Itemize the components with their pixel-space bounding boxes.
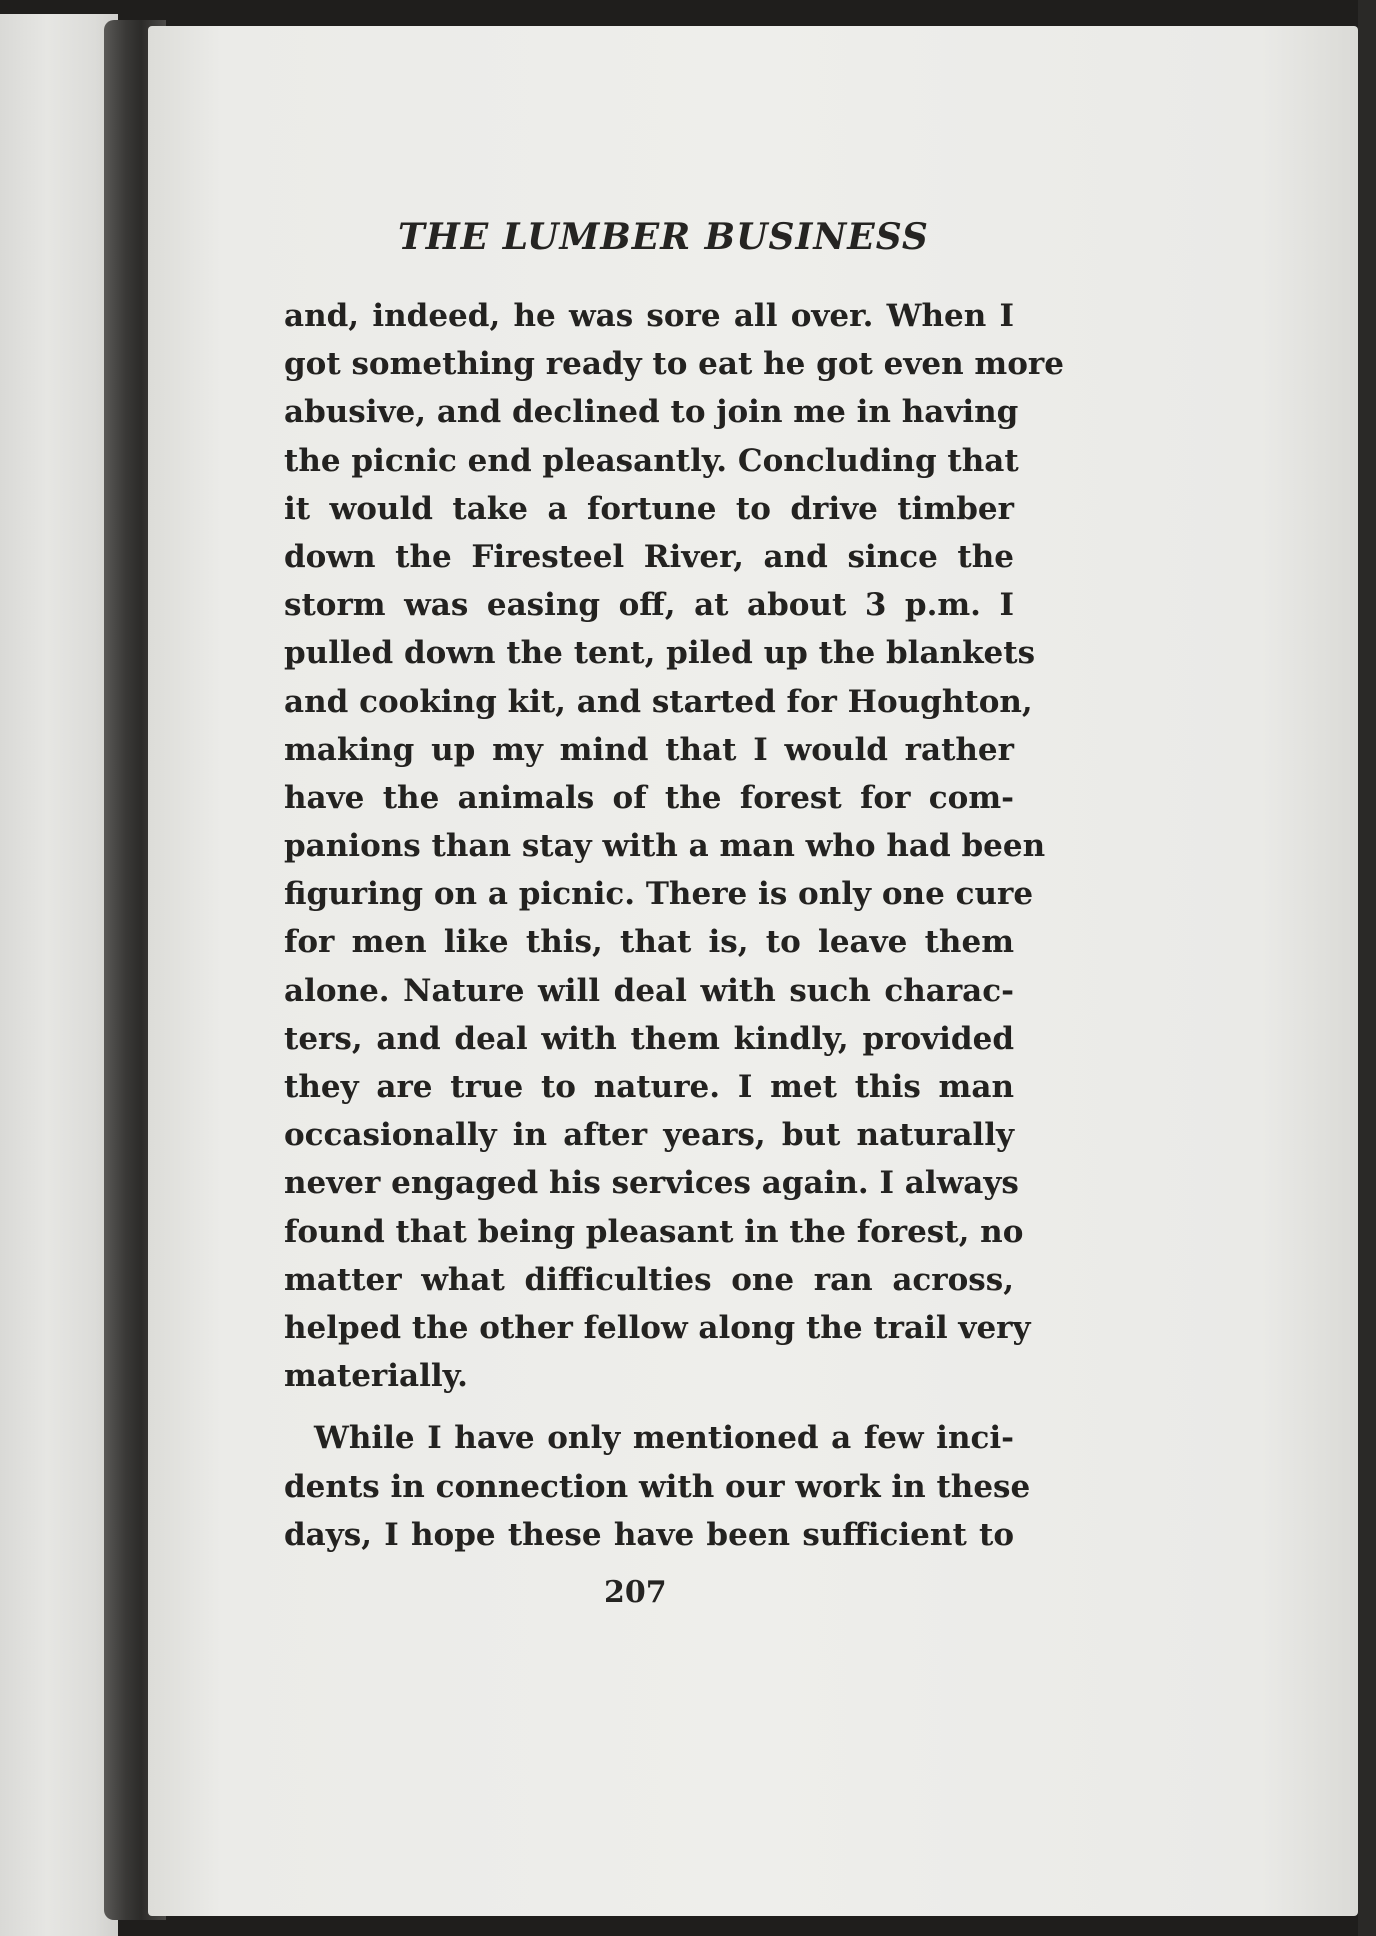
paragraph-2 bbox=[284, 1414, 1031, 1559]
text-line: panions than stay with a man who had been bbox=[284, 828, 1046, 865]
text-line: never engaged his services again. I always bbox=[284, 1165, 1019, 1202]
left-page-edge bbox=[0, 14, 118, 1936]
running-head: THE LUMBER BUSINESS bbox=[398, 216, 929, 258]
right-scan-border bbox=[1358, 0, 1376, 1936]
text-line: matter what difficulties one ran across, bbox=[284, 1261, 1014, 1298]
text-line: materially. bbox=[284, 1358, 468, 1395]
text-line: have the animals of the forest for com- bbox=[284, 779, 1014, 816]
text-line: alone. Nature will deal with such charac- bbox=[284, 972, 1014, 1009]
text-line: days, I hope these have been sufficient to bbox=[284, 1516, 1014, 1553]
body-text bbox=[284, 292, 1064, 1559]
text-line: helped the other fellow along the trail very bbox=[284, 1309, 1031, 1346]
text-line: and cooking kit, and started for Houghton, bbox=[284, 683, 1033, 720]
page-number: 207 bbox=[604, 1575, 667, 1610]
text-line: they are true to nature. I met this man bbox=[284, 1069, 1014, 1105]
text-line: figuring on a picnic. There is only one cure bbox=[284, 876, 1034, 913]
text-line: storm was easing off, at about 3 p.m. I bbox=[284, 587, 1014, 624]
text-line: pulled down the tent, piled up the blankets bbox=[284, 635, 1036, 672]
text-line: and, indeed, he was sore all over. When I bbox=[284, 298, 1014, 334]
text-line: got something ready to eat he got even more bbox=[284, 346, 1064, 383]
text-line: down the Firesteel River, and since the bbox=[284, 538, 1014, 575]
text-line: it would take a fortune to drive timber bbox=[284, 490, 1014, 527]
text-line: the picnic end pleasantly. Concluding that bbox=[284, 442, 1019, 479]
text-line: making up my mind that I would rather bbox=[284, 731, 1014, 768]
text-line: dents in connection with our work in these bbox=[284, 1468, 1031, 1505]
text-line: found that being pleasant in the forest, no bbox=[284, 1213, 1024, 1250]
paragraph-gap bbox=[284, 1400, 1014, 1414]
text-line: for men like this, that is, to leave them bbox=[284, 924, 1014, 961]
text-line: While I have only mentioned a few inci- bbox=[314, 1420, 1014, 1457]
paragraph-1 bbox=[284, 292, 1064, 1400]
text-line: occasionally in after years, but naturally bbox=[284, 1117, 1014, 1154]
text-line: abusive, and declined to join me in having bbox=[284, 394, 1019, 431]
text-line: ters, and deal with them kindly, provided bbox=[284, 1020, 1014, 1057]
